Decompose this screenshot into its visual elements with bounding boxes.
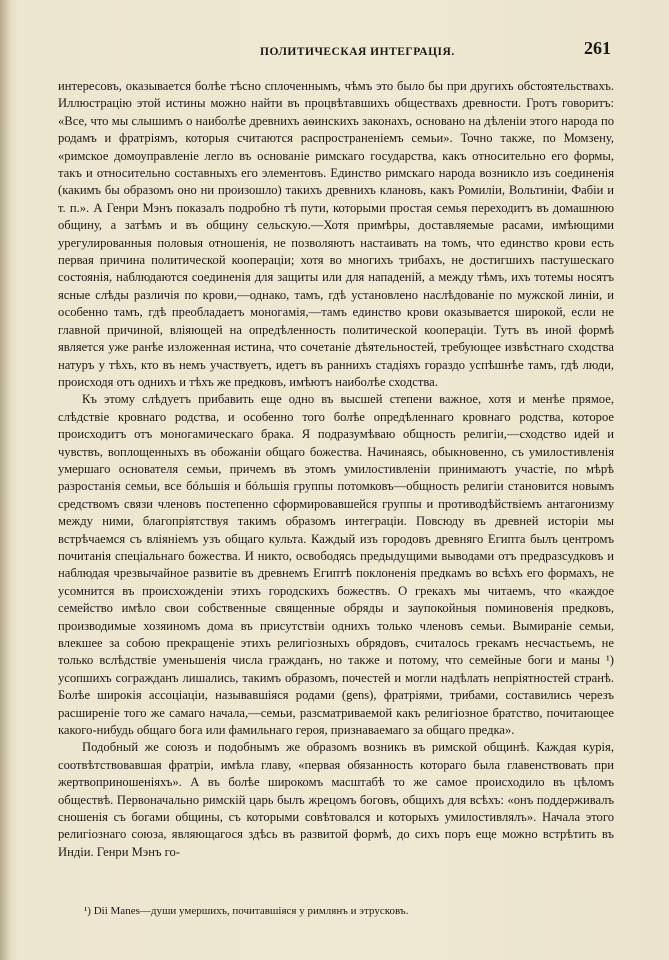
footnote-text: Dii Manes—души умершихъ, почитавшіяся у римлянъ и этрусковъ. xyxy=(93,905,409,917)
paragraph-3: Подобный же союзъ и подобнымъ же образомъ возникъ въ римской общинѣ. Каждая курія, соотвѣтствовавшая фратріи, имѣла главу, «первая обязанность котораго была главенствовать при жертвоприношеніяхъ». А въ болѣе широкомъ масштабѣ то же самое происходило въ цѣломъ обществѣ. Первоначально римскій царь былъ жрецомъ боговъ, общихъ для всѣхъ: «онъ поддерживалъ сношенія съ богами общины, съ которыми совѣтовался и которыхъ умилостивлялъ». Начала этого религіознаго союза, являющагося здѣсь въ развитой формѣ, до сихъ поръ еще можно встрѣтить въ Индіи. Генри Мэнъ го- xyxy=(58,740,614,859)
page-number: 261 xyxy=(584,38,611,58)
running-head: ПОЛИТИЧЕСКАЯ ИНТЕГРАЦІЯ. xyxy=(260,46,455,58)
footnote xyxy=(84,904,614,918)
body-text xyxy=(58,78,614,861)
paragraph-2: Къ этому слѣдуетъ прибавить еще одно въ высшей степени важное, хотя и менѣе прямое, слѣдствіе кровнаго родства, и особенно того болѣе опредѣленнаго кровнаго родства, которое происходитъ отъ моногамическаго брака. Я подразумѣваю общность религіи,—сходство идей и чувствъ, воплощенныхъ въ обожаніи общаго божества. Начинаясь, обыкновенно, съ умилостивленія умершаго основателя семьи, причемъ въ этомъ умилостивленіи принимаютъ участіе, по мѣрѣ разростанія семьи, все бóльшія и бóльшія группы потомковъ—общность религіи становится новымъ средствомъ связи членовъ постепенно сформировавшейся группы и противодѣйствіемъ антагонизму между ними, благопріятствуя такимъ образомъ интеграціи. Повсюду въ древней исторіи мы встрѣчаемся съ вліяніемъ узъ общаго культа. Каждый изъ городовъ древняго Египта былъ центромъ почитанія спеціальнаго божества. И никто, освободясь предыдущими выводами отъ предразсудковъ и наблюдая чрезвычайное развитіе въ древнемъ Египтѣ поклоненія предкамъ во всѣхъ его формахъ, не усомнится въ происхожденіи этихъ городскихъ божествъ. О грекахъ мы читаемъ, что «каждое семейство имѣло свои собственные священные обряды и заупокойныя поминовенія предковъ, производимые хозяиномъ дома въ присутствіи однихъ только членовъ семьи. Вымираніе семьи, влекшее за собою прекращеніе этихъ религіозныхъ обрядовъ, считалось грекамъ несчастьемъ, не только вслѣдствіе уменьшенія числа гражданъ, но также и потому, что семейные боги и маны ¹) усопшихъ согражданъ лишались, такимъ образомъ, почестей и могли надѣлать непріятностей странѣ. Болѣе широкія ассоціаціи, называвшіяся родами (gens), фратріями, трибами, составились черезъ расширеніе того же самаго начала,—семьи, разсматриваемой какъ религіозное братство, почитающее какого-нибудь общаго бога или фамильнаго героя, признаваемаго за общаго предка». xyxy=(58,392,614,738)
footnote-divider xyxy=(58,900,178,901)
paragraph-1: интересовъ, оказывается болѣе тѣсно сплоченнымъ, чѣмъ это было бы при другихъ обстоятельствахъ. Иллюстрацію этой истины можно найти въ процвѣтавшихъ обществахъ древности. Гротъ говоритъ: «Все, что мы слышимъ о наиболѣе древнихъ аѳинскихъ законахъ, основано на дѣленіи этого народа по родамъ и фратріямъ, которыя считаются распространеніемъ семьи». Точно также, по Момзену, «римское домоуправленіе легло въ основаніе римскаго государства, какъ относительно его формы, такъ и относительно составныхъ его элементовъ. Единство римскаго народа возникло изъ соединенія (какимъ бы образомъ оно ни произошло) такихъ древнихъ клановъ, какъ Ромиліи, Вольтиніи, Фабіи и т. п.». А Генри Мэнъ показалъ подробно тѣ пути, которыми простая семья переходитъ въ домашнюю общину, а затѣмъ и въ общину сельскую.—Хотя примѣры, доставляемые расами, имѣющими урегулированныя половыя отношенія, не позволяютъ настаивать на томъ, что единство крови есть первая причина политической коопераціи; хотя во многихъ трибахъ, не достигшихъ пастушескаго состоянія, наблюдаются соединенія для защиты или для нападеній, а между тѣмъ, ихъ тотемы носятъ ясные слѣды различія по крови,—однако, тамъ, гдѣ установлено наслѣдованіе по мужской линіи, и особенно тамъ, гдѣ преобладаетъ моногамія,—тамъ единство крови оказывается широкой, если не главной причиной, вліяющей на опредѣленность политической коопераціи. Тутъ въ иной формѣ является уже ранѣе изложенная истина, что сочетаніе дѣятельностей, требующее извѣстнаго сходства натуръ у тѣхъ, кто въ немъ участвуетъ, идетъ въ раннихъ стадіяхъ гораздо успѣшнѣе тамъ, гдѣ люди, происходя отъ однихъ и тѣхъ же предковъ, имѣютъ наиболѣе сходства. xyxy=(58,79,614,389)
footnote-marker: ¹) xyxy=(84,905,91,917)
page-edge-shadow xyxy=(0,0,10,960)
page-header xyxy=(70,38,619,58)
